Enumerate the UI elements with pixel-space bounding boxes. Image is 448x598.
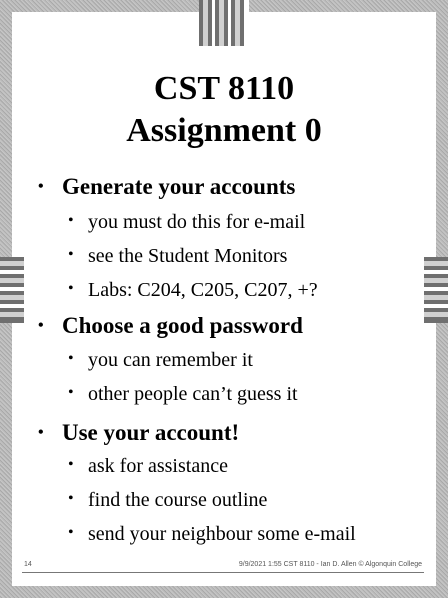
list-item [68,382,298,407]
list-item [68,488,267,513]
footer-divider [22,572,424,573]
list-item [68,278,318,303]
right-decorative-tab [424,257,448,323]
section-heading-accounts [38,174,295,202]
bullet-icon: • [68,384,74,402]
section-heading-text: Generate your accounts [62,174,296,199]
bullet-icon: • [68,524,74,542]
bullet-icon: • [68,246,74,264]
section-heading-password [38,313,303,341]
list-item-text: ask for assistance [88,455,228,477]
list-item-text: see the Student Monitors [88,245,288,267]
slide-title [12,68,436,152]
top-decorative-tab [199,0,249,46]
bullet-icon: • [68,212,74,230]
list-item [68,244,287,269]
list-item-text: you must do this for e-mail [88,211,306,233]
list-item-text: send your neighbour some e-mail [88,523,356,545]
list-item-text: find the course outline [88,489,268,511]
bullet-icon: • [68,280,74,298]
list-item [68,454,228,479]
section-heading-text: Choose a good password [62,313,303,338]
bullet-icon: • [68,490,74,508]
left-decorative-tab [0,257,24,323]
list-item-text: other people can’t guess it [88,383,298,405]
list-item-text: you can remember it [88,349,253,371]
section-heading-text: Use your account! [62,420,240,445]
bullet-icon: • [38,423,44,441]
bullet-icon: • [38,316,44,334]
list-item-text: Labs: C204, C205, C207, +? [88,279,318,301]
bullet-icon: • [68,350,74,368]
footer-text: 9/9/2021 1:55 CST 8110 - Ian D. Allen © Algonquin College [238,561,422,568]
title-line-2: Assignment 0 [126,112,322,149]
page-number: 14 [24,561,32,568]
title-line-1: CST 8110 [153,70,295,107]
bullet-icon: • [38,177,44,195]
bullet-icon: • [68,456,74,474]
section-heading-use-account [38,420,239,448]
list-item [68,348,253,373]
list-item [68,210,305,235]
list-item [68,522,356,547]
